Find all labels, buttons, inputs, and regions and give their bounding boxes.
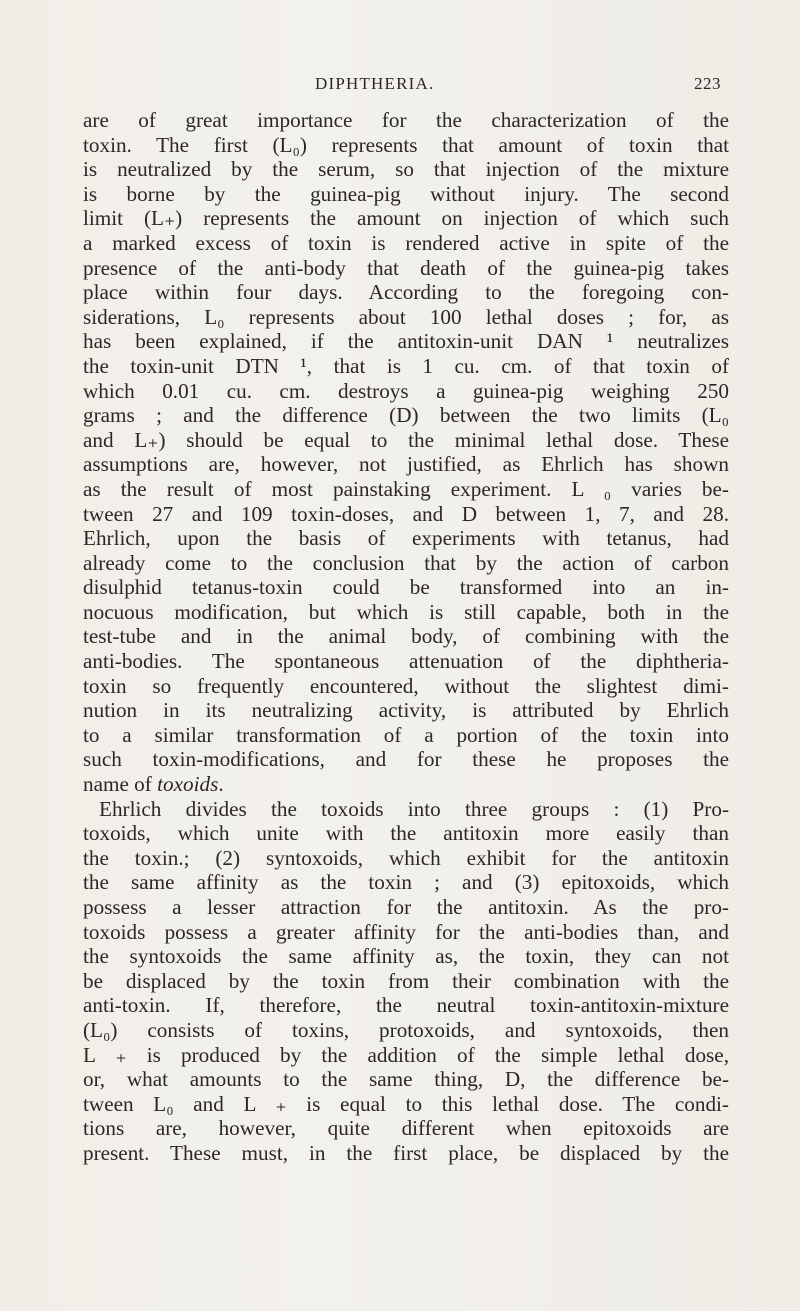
text-line: is neutralized by the serum, so that injection of the mixture	[83, 157, 729, 182]
text-line: anti-toxin. If, therefore, the neutral toxin-antitoxin-mixture	[83, 993, 729, 1018]
text-line: the same affinity as the toxin ; and (3) epitoxoids, which	[83, 870, 729, 895]
text-line: tions are, however, quite different when epitoxoids are	[83, 1116, 729, 1141]
text-line: the toxin.; (2) syntoxoids, which exhibit for the antitoxin	[83, 845, 729, 870]
text-line: siderations, L₀ represents about 100 lethal doses ; for, as	[83, 304, 729, 329]
text-line: toxoids possess a greater affinity for the anti-bodies than, and	[83, 919, 729, 944]
running-head: DIPHTHERIA.	[315, 74, 435, 93]
text-line: such toxin-modifications, and for these he proposes the	[83, 747, 729, 772]
text-line: the toxin-unit DTN ¹, that is 1 cu. cm. of that toxin of	[83, 353, 729, 378]
text-line: limit (L₊) represents the amount on injection of which such	[83, 206, 729, 231]
text-line: is borne by the guinea-pig without injury. The second	[83, 181, 729, 206]
page-number: 223	[694, 74, 721, 93]
text-line: place within four days. According to the foregoing con-	[83, 280, 729, 305]
text-line: toxin so frequently encountered, without the slightest dimi-	[83, 673, 729, 698]
text-line: anti-bodies. The spontaneous attenuation of the diphtheria-	[83, 649, 729, 674]
paragraph-start-line: Ehrlich divides the toxoids into three groups : (1) Pro-	[99, 796, 729, 821]
text-line: the syntoxoids the same affinity as, the toxin, they can not	[83, 944, 729, 969]
paragraph-end-line: name of toxoids.	[83, 772, 224, 797]
text-line: has been explained, if the antitoxin-unit DAN ¹ neutralizes	[83, 329, 729, 354]
text-line: possess a lesser attraction for the antitoxin. As the pro-	[83, 895, 729, 919]
text-line: presence of the anti-body that death of the guinea-pig takes	[83, 255, 729, 280]
text-line: L ₊ is produced by the addition of the simple lethal dose,	[83, 1042, 729, 1067]
page-header	[0, 68, 800, 98]
text-line: a marked excess of toxin is rendered active in spite of the	[83, 230, 729, 255]
text-line: grams ; and the difference (D) between the two limits (L₀	[83, 403, 729, 428]
text-line: nocuous modification, but which is still capable, both in the	[83, 599, 729, 624]
body-text	[83, 108, 729, 1166]
text-line: already come to the conclusion that by the action of carbon	[83, 550, 729, 575]
text-line: present. These must, in the first place, be displaced by the	[83, 1140, 729, 1165]
text-line: to a similar transformation of a portion of the toxin into	[83, 722, 729, 747]
text-line: tween L₀ and L ₊ is equal to this lethal dose. The condi-	[83, 1091, 729, 1116]
text-line: assumptions are, however, not justified, as Ehrlich has shown	[83, 452, 729, 477]
text-line: toxin. The first (L₀) represents that amount of toxin that	[83, 132, 729, 157]
text-line: as the result of most painstaking experiment. L ₀ varies be-	[83, 476, 729, 501]
text-line: Ehrlich, upon the basis of experiments with tetanus, had	[83, 526, 729, 551]
text-line: tween 27 and 109 toxin-doses, and D between 1, 7, and 28.	[83, 501, 729, 526]
text-line: be displaced by the toxin from their combination with the	[83, 968, 729, 993]
text-line: are of great importance for the characterization of the	[83, 108, 729, 132]
text-line: or, what amounts to the same thing, D, the difference be-	[83, 1067, 729, 1092]
italic-term: toxoids	[157, 772, 219, 797]
text-line: test-tube and in the animal body, of combining with the	[83, 624, 729, 649]
text-line: nution in its neutralizing activity, is attributed by Ehrlich	[83, 698, 729, 723]
text-line: (L₀) consists of toxins, protoxoids, and syntoxoids, then	[83, 1017, 729, 1042]
text-line: and L₊) should be equal to the minimal lethal dose. These	[83, 427, 729, 452]
text-line: disulphid tetanus-toxin could be transformed into an in-	[83, 575, 729, 600]
text-line: which 0.01 cu. cm. destroys a guinea-pig weighing 250	[83, 378, 729, 403]
text-line: toxoids, which unite with the antitoxin more easily than	[83, 821, 729, 846]
